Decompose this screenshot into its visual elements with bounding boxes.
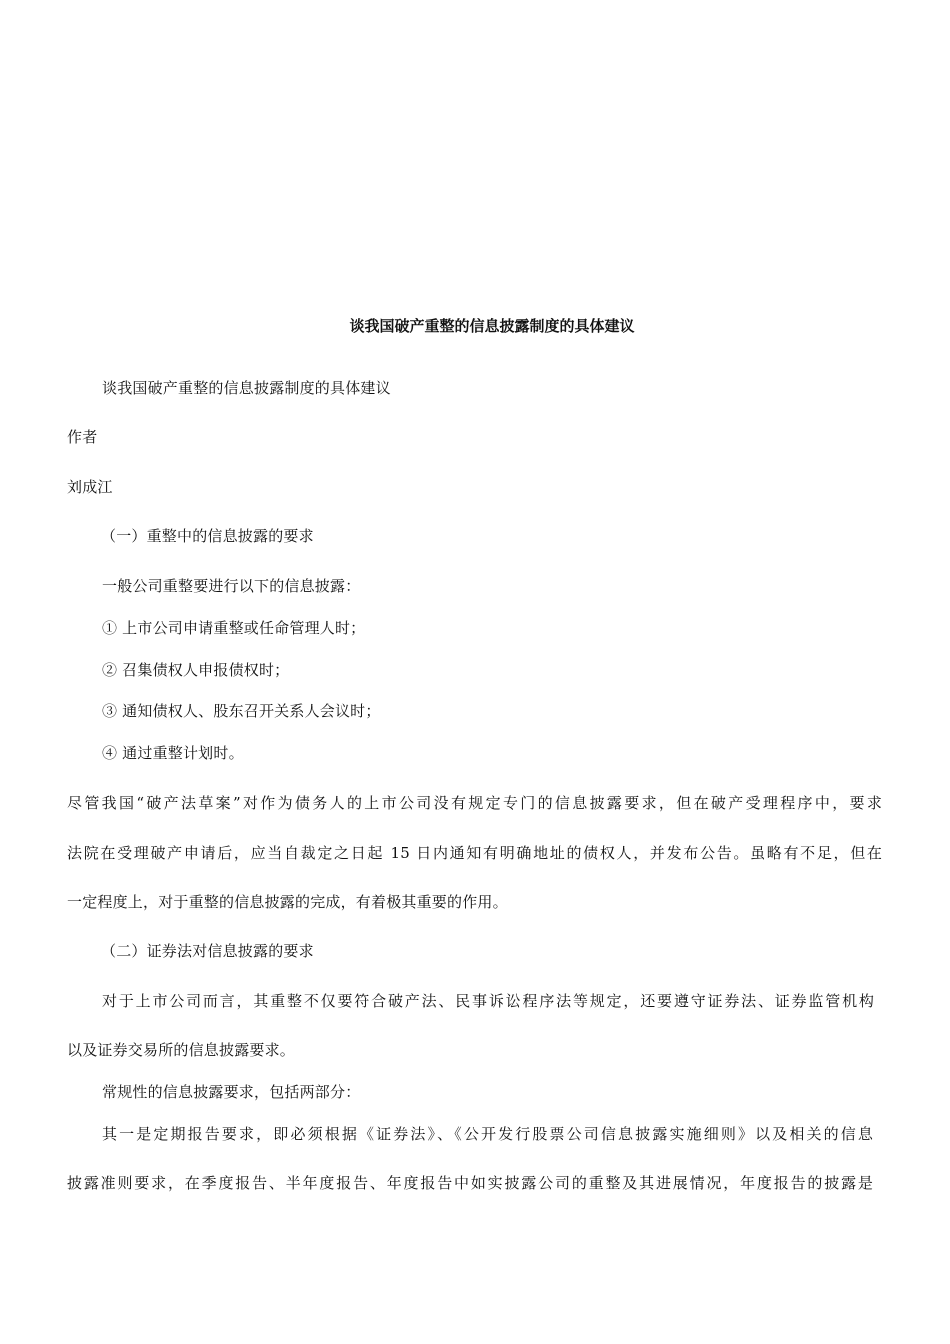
paragraph-line: 尽管我国“破产法草案”对作为债务人的上市公司没有规定专门的信息披露要求，但在破产受理程序中，要求 xyxy=(67,794,882,812)
author-name: 刘成江 xyxy=(67,478,113,496)
list-item: ③ 通知债权人、股东召开关系人会议时； xyxy=(102,702,381,720)
document-title: 谈我国破产重整的信息披露制度的具体建议 xyxy=(349,317,635,335)
paragraph-text: 常规性的信息披露要求，包括两部分： xyxy=(102,1083,361,1101)
author-label: 作者 xyxy=(67,428,98,446)
section-intro: 一般公司重整要进行以下的信息披露： xyxy=(102,577,361,595)
paragraph-line: 以及证券交易所的信息披露要求。 xyxy=(67,1041,296,1059)
paragraph-line: 法院在受理破产申请后，应当自裁定之日起 15 日内通知有明确地址的债权人，并发布公告。虽略有不足，但在 xyxy=(67,844,882,862)
list-item: ② 召集债权人申报债权时； xyxy=(102,661,290,679)
list-item: ① 上市公司申请重整或任命管理人时； xyxy=(102,619,366,637)
paragraph-line: 其一是定期报告要求，即必须根据《证券法》、《公开发行股票公司信息披露实施细则》以及相关的信息 xyxy=(102,1125,873,1143)
paragraph-line: 一定程度上，对于重整的信息披露的完成，有着极其重要的作用。 xyxy=(67,893,508,911)
section-heading-2: （二）证券法对信息披露的要求 xyxy=(101,942,314,960)
list-item: ④ 通过重整计划时。 xyxy=(102,744,244,762)
section-heading-1: （一）重整中的信息披露的要求 xyxy=(101,527,314,545)
paragraph-line: 对于上市公司而言，其重整不仅要符合破产法、民事诉讼程序法等规定，还要遵守证券法、证券监管机构 xyxy=(102,992,874,1010)
document-subtitle: 谈我国破产重整的信息披露制度的具体建议 xyxy=(102,379,391,397)
paragraph-line: 披露准则要求，在季度报告、半年度报告、年度报告中如实披露公司的重整及其进展情况，年度报告的披露是 xyxy=(67,1174,873,1192)
